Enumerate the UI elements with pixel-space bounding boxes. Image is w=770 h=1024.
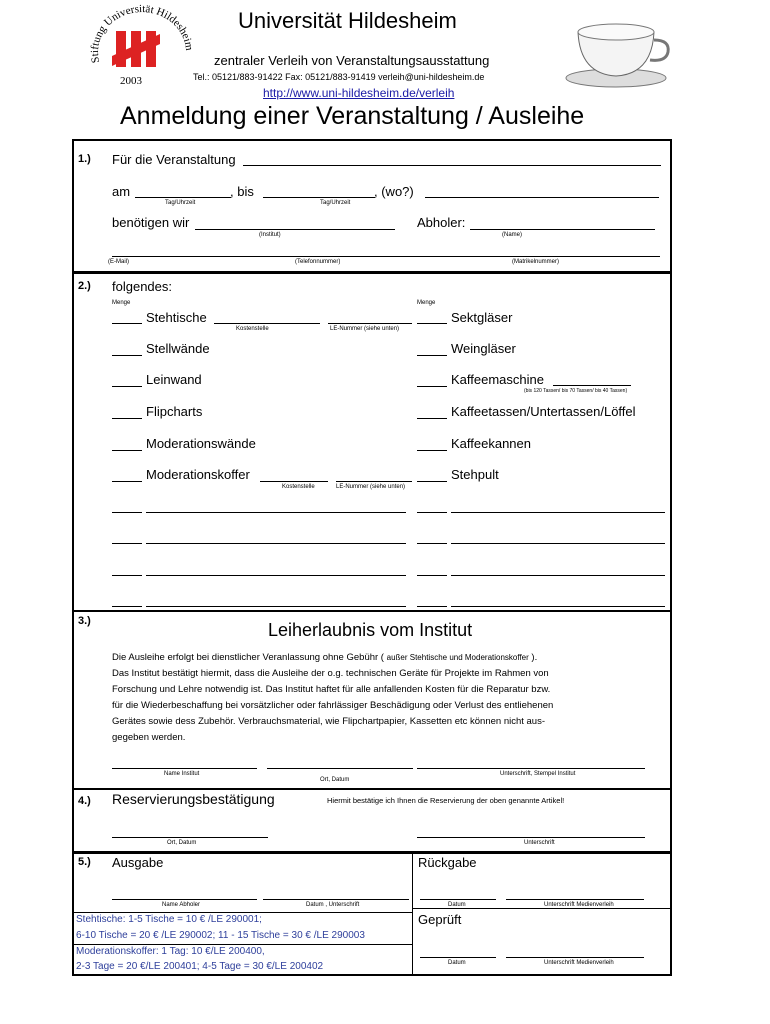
qty-field[interactable]	[417, 355, 447, 356]
qty-field[interactable]	[112, 386, 142, 387]
qty-field[interactable]	[112, 323, 142, 324]
university-logo	[86, 4, 198, 92]
contact-field[interactable]	[112, 256, 660, 257]
section-5-divider	[412, 852, 413, 976]
logo-mark-icon	[112, 31, 160, 67]
geprueft-signature-field[interactable]	[506, 957, 644, 958]
section-5-number: 5.)	[78, 856, 91, 868]
item-label: Weingläser	[451, 341, 516, 356]
qty-field[interactable]	[417, 418, 447, 419]
item-label: Moderationskoffer	[146, 467, 250, 482]
blank-qty-field[interactable]	[417, 606, 447, 607]
section-2-number: 2.)	[78, 280, 91, 292]
le-nummer-field[interactable]	[336, 481, 412, 482]
institute-caption: (Institut)	[259, 232, 281, 238]
qty-field[interactable]	[417, 481, 447, 482]
item-label: Stehpult	[451, 467, 499, 482]
reservation-date-caption: Ort, Datum	[167, 840, 197, 846]
item-label: Flipcharts	[146, 404, 203, 419]
institute-name-field[interactable]	[112, 768, 257, 769]
qty-field[interactable]	[417, 323, 447, 324]
item-label: Sektgläser	[451, 310, 513, 325]
price-line: Stehtische: 1-5 Tische = 10 € /LE 290001;	[76, 914, 262, 925]
item-label: Stehtische	[146, 310, 207, 325]
qty-field[interactable]	[112, 481, 142, 482]
university-name: Universität Hildesheim	[238, 8, 457, 33]
item-label: Moderationswände	[146, 436, 256, 451]
geprueft-signature-caption: Unterschrift Medienverleih	[544, 960, 614, 966]
page-title: Anmeldung einer Veranstaltung / Ausleihe	[120, 102, 585, 130]
coffee-cup-icon	[560, 18, 680, 90]
le-nummer-field[interactable]	[328, 323, 412, 324]
blank-item-field[interactable]	[146, 606, 406, 607]
institute-field[interactable]	[195, 229, 395, 230]
blank-qty-field[interactable]	[417, 543, 447, 544]
abholer-name-field[interactable]	[112, 899, 257, 900]
rueckgabe-signature-caption: Unterschrift Medienverleih	[544, 902, 614, 908]
item-label: Kaffeetassen/Untertassen/Löffel	[451, 404, 636, 419]
qty-field[interactable]	[417, 386, 447, 387]
rueckgabe-date-field[interactable]	[420, 899, 496, 900]
ausgabe-divider	[72, 912, 413, 913]
kaffee-size-field[interactable]	[553, 385, 631, 386]
qty-field[interactable]	[112, 418, 142, 419]
folgendes-label: folgendes:	[112, 279, 172, 294]
blank-qty-field[interactable]	[417, 575, 447, 576]
blank-item-field[interactable]	[451, 606, 665, 607]
blank-qty-field[interactable]	[112, 606, 142, 607]
kostenstelle-field[interactable]	[214, 323, 320, 324]
section-4-heading: Reservierungsbestätigung	[112, 791, 275, 807]
institute-signature-caption: Unterschrift, Stempel Institut	[500, 771, 576, 777]
reservation-signature-caption: Unterschrift	[524, 840, 555, 846]
am-label: am	[112, 184, 131, 199]
svg-text:Stiftung Universität Hildeshei: Stiftung Universität Hildesheim	[88, 4, 196, 64]
geprueft-divider	[412, 908, 672, 909]
paragraph-line: Die Ausleihe erfolgt bei dienstlicher Veranlassung ohne Gebühr ( außer Stehtische und Moderationskoffer ).	[112, 652, 538, 663]
section-3-number: 3.)	[78, 615, 91, 627]
paragraph-line: gegeben werden.	[112, 732, 186, 743]
qty-field[interactable]	[417, 450, 447, 451]
place-date-caption: Ort, Datum	[320, 777, 350, 783]
section-4-note: Hiermit bestätige ich Ihnen die Reservierung der oben genannte Artikel!	[327, 796, 565, 805]
item-label: Stellwände	[146, 341, 210, 356]
blank-item-field[interactable]	[146, 575, 406, 576]
location-field[interactable]	[425, 197, 659, 198]
end-field[interactable]	[263, 197, 375, 198]
menge-left-caption: Menge	[112, 300, 131, 306]
blank-item-field[interactable]	[451, 512, 665, 513]
item-label: Kaffeekannen	[451, 436, 531, 451]
start-field[interactable]	[135, 197, 231, 198]
qty-field[interactable]	[112, 355, 142, 356]
blank-qty-field[interactable]	[112, 575, 142, 576]
header-contact: Tel.: 05121/883-91422 Fax: 05121/883-91419 verleih@uni-hildesheim.de	[193, 72, 485, 82]
kostenstelle-field[interactable]	[260, 481, 328, 482]
ausgabe-signature-field[interactable]	[263, 899, 409, 900]
abholer-field[interactable]	[470, 229, 655, 230]
geprueft-date-caption: Datum	[448, 960, 466, 966]
qty-field[interactable]	[112, 450, 142, 451]
header-subtitle: zentraler Verleih von Veranstaltungsausstattung	[214, 53, 490, 68]
kaffee-note: (bis 120 Tassen/ bis 70 Tassen/ bis 40 Tassen)	[524, 388, 628, 394]
blank-item-field[interactable]	[451, 543, 665, 544]
ausgabe-heading: Ausgabe	[112, 855, 164, 870]
paragraph-line: Forschung und Lehre notwendig ist. Das Institut haftet für alle anfallenden Kosten für die Reparatur bzw.	[112, 684, 551, 695]
blank-qty-field[interactable]	[112, 512, 142, 513]
reservation-date-field[interactable]	[112, 837, 268, 838]
blank-item-field[interactable]	[451, 575, 665, 576]
prices-divider	[72, 944, 413, 945]
seal-icon	[86, 4, 198, 92]
geprueft-date-field[interactable]	[420, 957, 496, 958]
place-date-field[interactable]	[267, 768, 413, 769]
abholer-label: Abholer:	[417, 215, 466, 230]
rueckgabe-signature-field[interactable]	[506, 899, 644, 900]
reservation-signature-field[interactable]	[417, 837, 645, 838]
item-label: Leinwand	[146, 372, 202, 387]
section-4-number: 4.)	[78, 795, 91, 807]
paragraph-line: Das Institut bestätigt hiermit, dass die Ausleihe der o.g. technischen Geräte für Projekte im Rahmen von	[112, 668, 549, 679]
le-nummer-caption: LE-Nummer (siehe unten)	[336, 484, 406, 490]
geprueft-heading: Geprüft	[418, 912, 462, 927]
phone-caption: (Telefonnummer)	[295, 259, 341, 265]
start-caption: Tag/Uhrzeit	[165, 200, 196, 206]
wo-label: , (wo?)	[374, 184, 414, 199]
blank-item-field[interactable]	[146, 543, 406, 544]
section-1-number: 1.)	[78, 153, 91, 165]
item-label: Kaffeemaschine	[451, 372, 544, 387]
blank-qty-field[interactable]	[112, 543, 142, 544]
menge-right-caption: Menge	[417, 300, 436, 306]
svg-text:2003: 2003	[120, 75, 142, 87]
end-caption: Tag/Uhrzeit	[320, 200, 351, 206]
section-3-heading: Leiherlaubnis vom Institut	[268, 620, 473, 640]
event-label: Für die Veranstaltung	[112, 152, 236, 167]
bis-label: , bis	[230, 184, 254, 199]
institute-signature-field[interactable]	[417, 768, 645, 769]
matrikel-caption: (Matrikelnummer)	[512, 259, 560, 265]
price-line: 2-3 Tage = 20 €/LE 200401; 4-5 Tage = 30 €/LE 200402	[76, 961, 324, 972]
rueckgabe-heading: Rückgabe	[418, 855, 477, 870]
header-url[interactable]: http://www.uni-hildesheim.de/verleih	[263, 86, 455, 100]
price-line: Moderationskoffer: 1 Tag: 10 €/LE 200400,	[76, 946, 265, 957]
ausgabe-signature-caption: Datum , Unterschrift	[306, 902, 360, 908]
blank-qty-field[interactable]	[417, 512, 447, 513]
benoetigen-label: benötigen wir	[112, 215, 190, 230]
abholer-name-caption: Name Abholer	[162, 902, 201, 908]
email-caption: (E-Mail)	[108, 259, 129, 265]
le-nummer-caption: LE-Nummer (siehe unten)	[330, 326, 400, 332]
event-field[interactable]	[243, 165, 661, 166]
institute-name-caption: Name Institut	[164, 771, 200, 777]
section-3-paragraph	[112, 650, 652, 746]
name-caption: (Name)	[502, 232, 523, 238]
kostenstelle-caption: Kostenstelle	[236, 326, 269, 332]
blank-item-field[interactable]	[146, 512, 406, 513]
paragraph-line: für die Wiederbeschaffung bei vorsätzlicher oder fahrlässiger Beschädigung oder Verlust des entliehenen	[112, 700, 554, 711]
rueckgabe-date-caption: Datum	[448, 902, 466, 908]
kostenstelle-caption: Kostenstelle	[282, 484, 315, 490]
price-line: 6-10 Tische = 20 € /LE 290002; 11 - 15 Tische = 30 € /LE 290003	[76, 930, 365, 941]
paragraph-line: Gerätes sowie dess Zubehör. Verbrauchsmaterial, wie Flipchartpapier, Kassetten etc können nicht aus-	[112, 716, 546, 727]
